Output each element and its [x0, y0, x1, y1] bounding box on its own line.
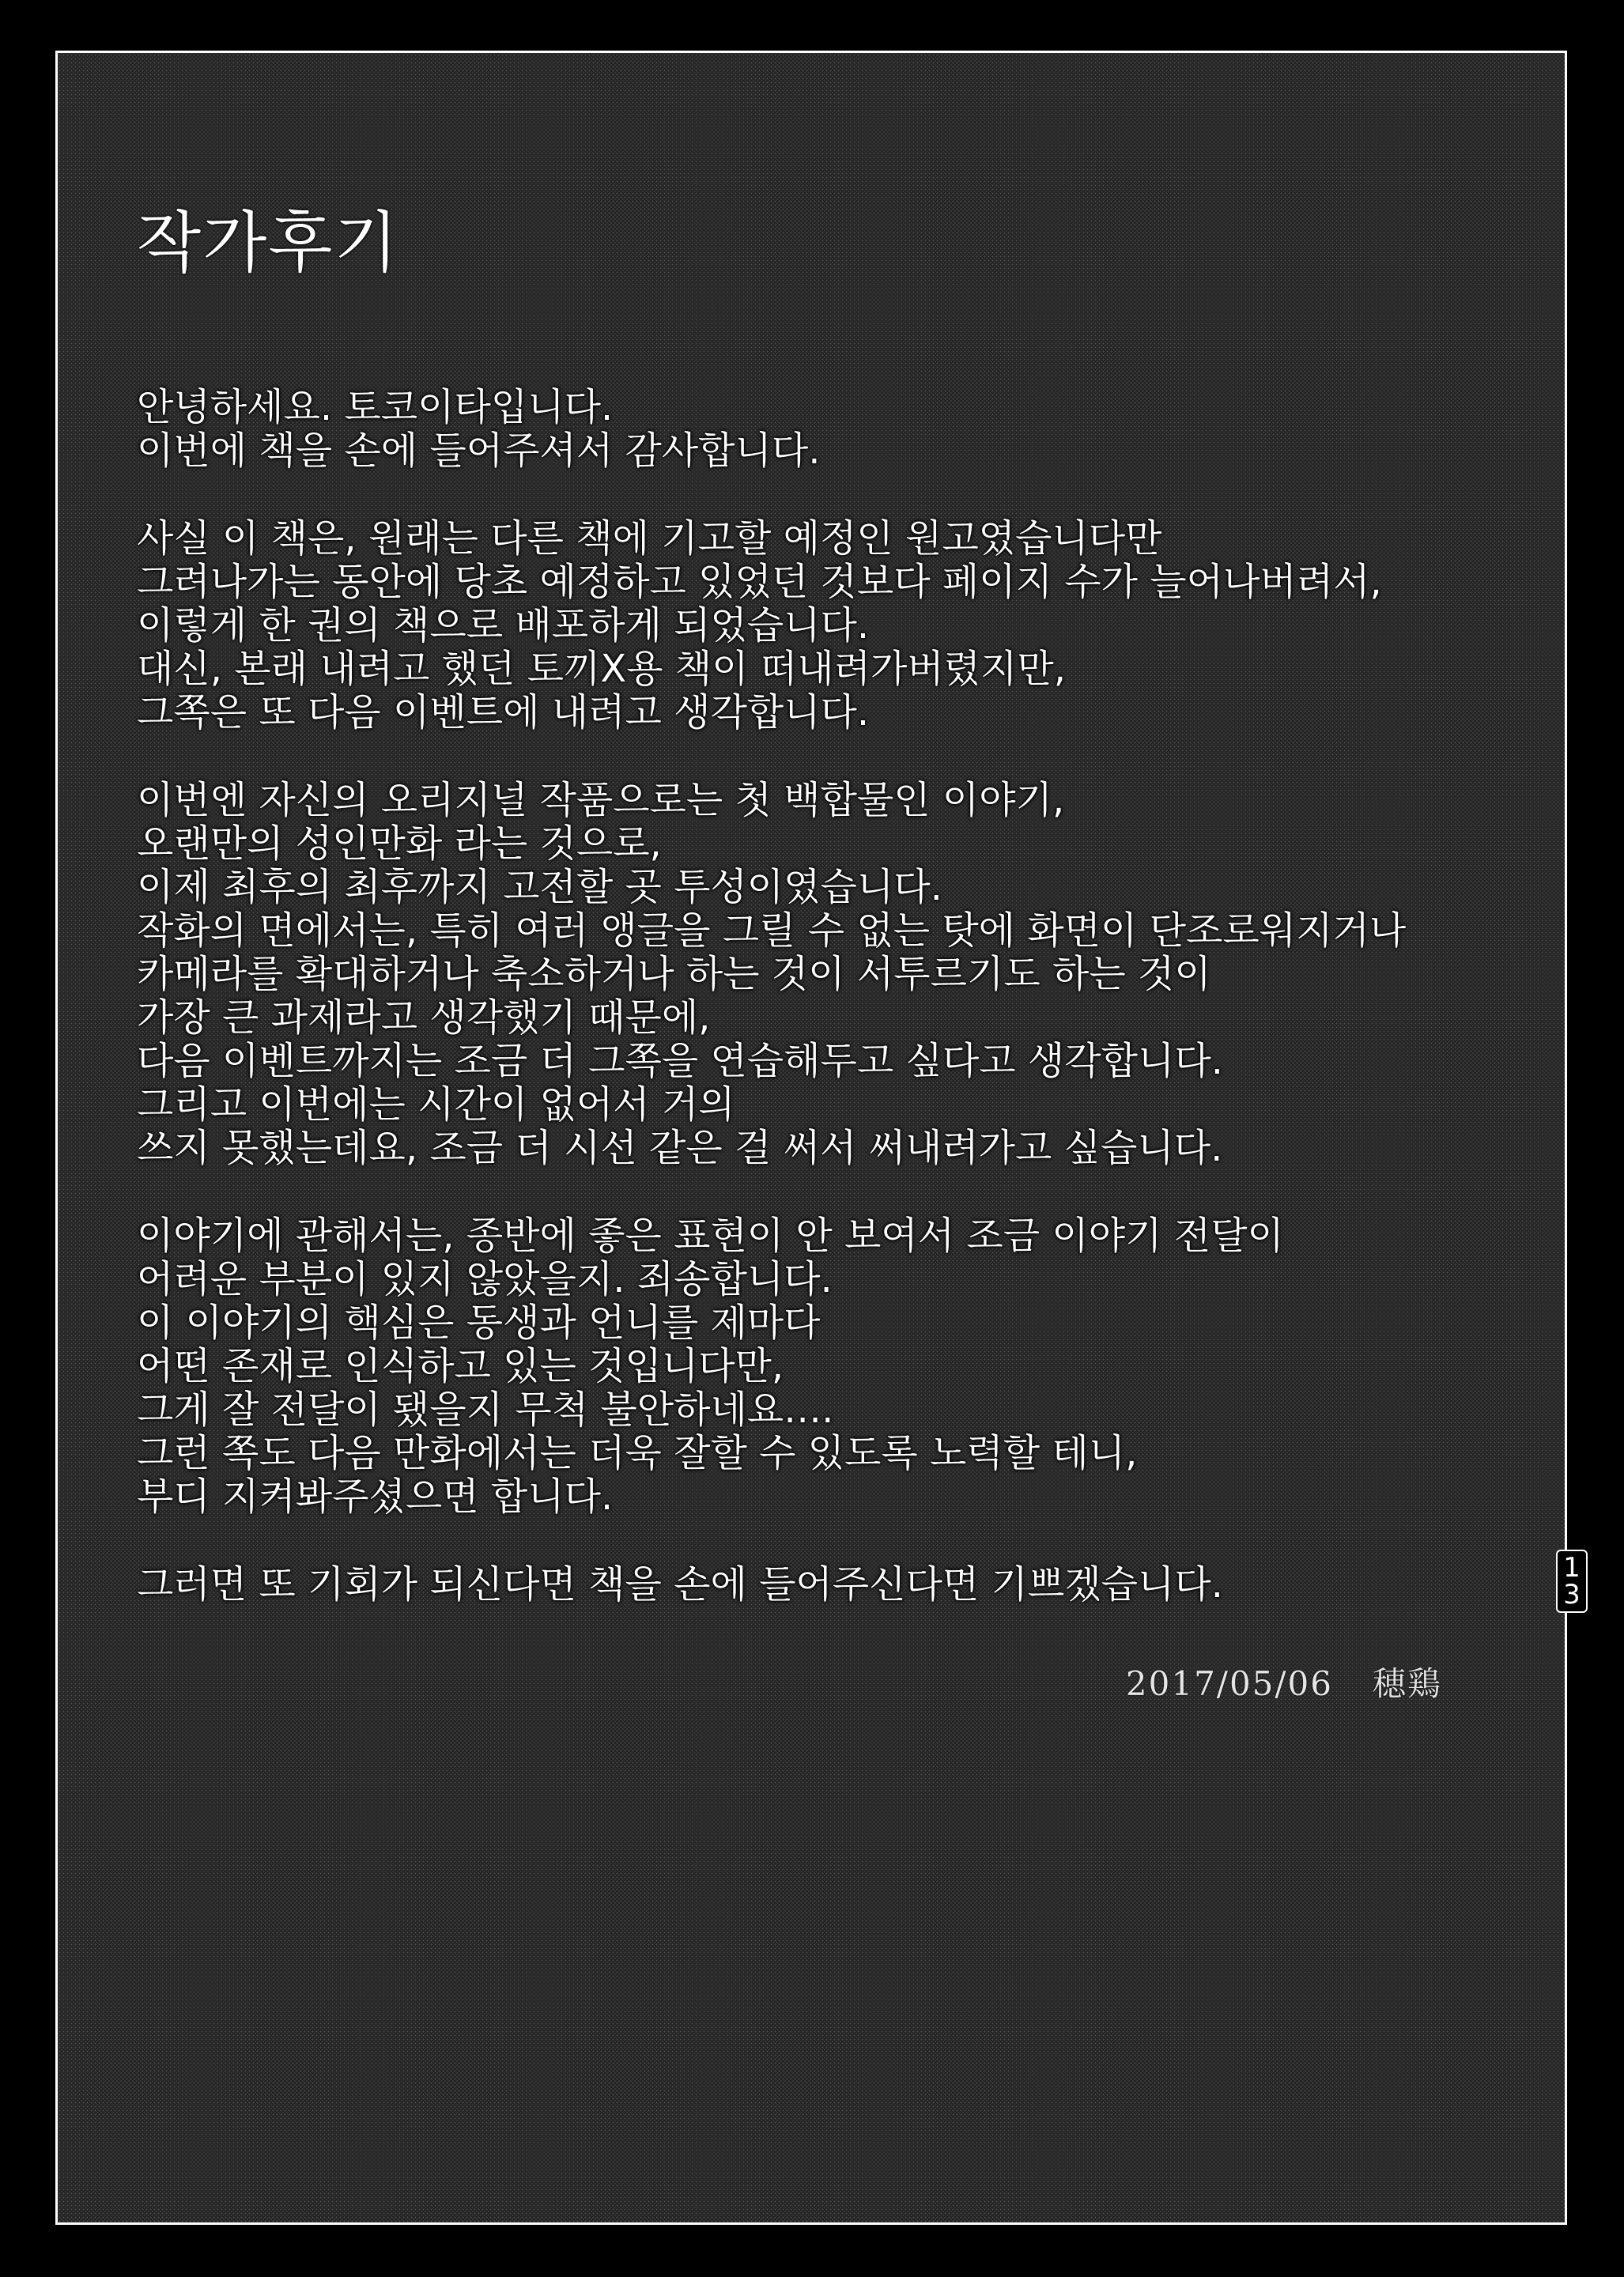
text-line: 가장 큰 과제라고 생각했기 때문에,: [137, 995, 711, 1040]
signature-author: 穂鶏: [1372, 1664, 1442, 1703]
text-line: 작화의 면에서는, 특히 여러 앵글을 그릴 수 없는 탓에 화면이 단조로워지거나: [137, 908, 1407, 953]
text-line: 그리고 이번에는 시간이 없어서 거의: [137, 1082, 735, 1127]
page-number-digit-1: 1: [1563, 1552, 1581, 1584]
text-line: 그런 쪽도 다음 만화에서는 더욱 잘할 수 있도록 노력할 테니,: [137, 1430, 1138, 1475]
text-line: 이번에 책을 손에 들어주셔서 감사합니다.: [137, 428, 821, 473]
afterword-panel: [55, 51, 1567, 2225]
text-line: 어려운 부분이 있지 않았을지. 죄송합니다.: [137, 1256, 833, 1301]
text-line: 이 이야기의 핵심은 동생과 언니를 제마다: [137, 1300, 821, 1345]
text-line: 이야기에 관해서는, 종반에 좋은 표현이 안 보여서 조금 이야기 전달이: [137, 1213, 1284, 1258]
text-line: 사실 이 책은, 원래는 다른 책에 기고할 예정인 원고였습니다만: [137, 515, 1162, 561]
text-line: 어떤 존재로 인식하고 있는 것입니다만,: [137, 1343, 784, 1388]
afterword-content: [137, 203, 1513, 1651]
paragraph-background: [137, 517, 1513, 734]
text-line: 다음 이벤트까지는 조금 더 그쪽을 연습해두고 싶다고 생각합니다.: [137, 1038, 1224, 1083]
signature-date: 2017/05/06: [1125, 1664, 1333, 1703]
text-line: 부디 지켜봐주셨으면 합니다.: [137, 1474, 614, 1519]
page-title: 작가후기: [137, 204, 400, 281]
page-number-digit-2: 3: [1563, 1579, 1581, 1611]
text-line: 그게 잘 전달이 됐을지 무척 불안하네요….: [137, 1387, 834, 1432]
signature: [1126, 1658, 1442, 1705]
paragraph-greeting: [137, 386, 1513, 473]
text-line: 대신, 본래 내려고 했던 토끼X용 책이 떠내려가버렸지만,: [137, 646, 1067, 691]
text-line: 이번엔 자신의 오리지널 작품으로는 첫 백합물인 이야기,: [137, 777, 1065, 822]
text-line: 카메라를 확대하거나 축소하거나 하는 것이 서투르기도 하는 것이: [137, 951, 1211, 996]
text-line: 그러면 또 기회가 되신다면 책을 손에 들어주신다면 기쁘겠습니다.: [137, 1561, 1224, 1607]
text-line: 이제 최후의 최후까지 고전할 곳 투성이였습니다.: [137, 864, 942, 909]
text-line: 오랜만의 성인만화 라는 것으로,: [137, 821, 662, 866]
text-line: 이렇게 한 권의 책으로 배포하게 되었습니다.: [137, 602, 870, 648]
page-number: [1556, 1550, 1588, 1613]
paragraph-closing: [137, 1563, 1513, 1607]
text-line: 안녕하세요. 토코이타입니다.: [137, 384, 614, 429]
text-line: 그쪽은 또 다음 이벤트에 내려고 생각합니다.: [137, 689, 870, 734]
paragraph-story: [137, 1214, 1513, 1519]
paragraph-challenges: [137, 779, 1513, 1170]
text-line: 그려나가는 동안에 당초 예정하고 있었던 것보다 페이지 수가 늘어나버려서,: [137, 559, 1382, 604]
text-line: 쓰지 못했는데요, 조금 더 시선 같은 걸 써서 써내려가고 싶습니다.: [137, 1125, 1223, 1170]
